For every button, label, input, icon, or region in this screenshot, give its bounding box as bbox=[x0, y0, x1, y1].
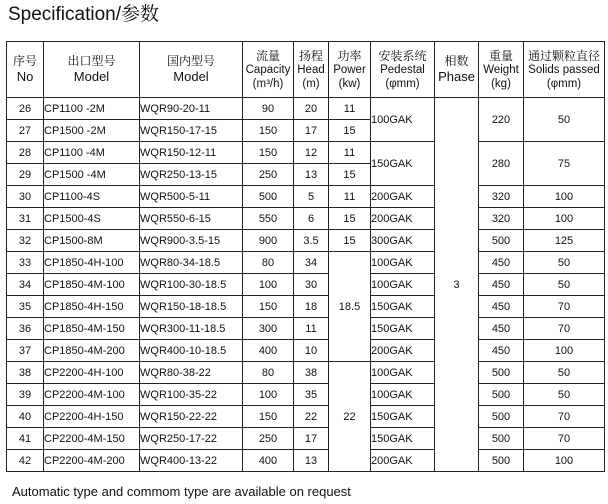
cell-pedestal: 150GAK bbox=[371, 142, 435, 186]
table-row bbox=[7, 142, 605, 164]
cell-no: 37 bbox=[7, 340, 44, 362]
cell-pedestal: 100GAK bbox=[371, 98, 435, 142]
cell-head: 34 bbox=[294, 252, 329, 274]
table-row bbox=[7, 428, 605, 450]
cell-capacity: 500 bbox=[243, 186, 294, 208]
cell-model: CP1500 -2M bbox=[44, 120, 140, 142]
cell-solids: 50 bbox=[524, 362, 605, 384]
cell-capacity: 80 bbox=[243, 252, 294, 274]
cell-weight: 220 bbox=[479, 98, 524, 142]
cell-weight: 450 bbox=[479, 252, 524, 274]
table-row bbox=[7, 230, 605, 252]
table-row bbox=[7, 186, 605, 208]
cell-domestic-model: WQR400-13-22 bbox=[140, 450, 243, 472]
cell-domestic-model: WQR150-17-15 bbox=[140, 120, 243, 142]
header-solids: 通过颗粒直径 Solids passed (φmm) bbox=[524, 42, 605, 98]
cell-model: CP1500-4S bbox=[44, 208, 140, 230]
cell-power: 15 bbox=[329, 120, 371, 142]
cell-solids: 50 bbox=[524, 98, 605, 142]
cell-pedestal: 100GAK bbox=[371, 252, 435, 274]
table-row bbox=[7, 318, 605, 340]
cell-head: 17 bbox=[294, 120, 329, 142]
page-title: Specification/参数 bbox=[8, 4, 160, 25]
cell-domestic-model: WQR250-13-15 bbox=[140, 164, 243, 186]
cell-pedestal: 200GAK bbox=[371, 340, 435, 362]
cell-capacity: 150 bbox=[243, 120, 294, 142]
cell-domestic-model: WQR250-17-22 bbox=[140, 428, 243, 450]
cell-power: 15 bbox=[329, 164, 371, 186]
cell-domestic-model: WQR300-11-18.5 bbox=[140, 318, 243, 340]
cell-no: 29 bbox=[7, 164, 44, 186]
cell-capacity: 300 bbox=[243, 318, 294, 340]
cell-model: CP2200-4H-150 bbox=[44, 406, 140, 428]
cell-pedestal: 100GAK bbox=[371, 274, 435, 296]
cell-model: CP1850-4M-100 bbox=[44, 274, 140, 296]
cell-no: 39 bbox=[7, 384, 44, 406]
header-capacity: 流量 Capacity (m³/h) bbox=[243, 42, 294, 98]
cell-model: CP1850-4M-200 bbox=[44, 340, 140, 362]
cell-pedestal: 150GAK bbox=[371, 318, 435, 340]
table-header-row bbox=[7, 42, 605, 98]
footnote: Automatic type and commom type are available on request bbox=[12, 484, 351, 499]
specification-table bbox=[6, 41, 605, 472]
header-phase: 相数 Phase bbox=[435, 42, 479, 98]
cell-solids: 50 bbox=[524, 274, 605, 296]
header-no: 序号 No bbox=[7, 42, 44, 98]
cell-domestic-model: WQR150-18-18.5 bbox=[140, 296, 243, 318]
header-weight: 重量 Weight (kg) bbox=[479, 42, 524, 98]
cell-domestic-model: WQR80-38-22 bbox=[140, 362, 243, 384]
cell-head: 10 bbox=[294, 340, 329, 362]
cell-weight: 500 bbox=[479, 428, 524, 450]
cell-pedestal: 150GAK bbox=[371, 296, 435, 318]
header-head: 扬程 Head (m) bbox=[294, 42, 329, 98]
cell-pedestal: 100GAK bbox=[371, 362, 435, 384]
cell-head: 13 bbox=[294, 164, 329, 186]
cell-model: CP1500 -4M bbox=[44, 164, 140, 186]
cell-model: CP1500-8M bbox=[44, 230, 140, 252]
cell-domestic-model: WQR550-6-15 bbox=[140, 208, 243, 230]
cell-head: 22 bbox=[294, 406, 329, 428]
cell-domestic-model: WQR100-35-22 bbox=[140, 384, 243, 406]
cell-solids: 100 bbox=[524, 208, 605, 230]
table-row bbox=[7, 274, 605, 296]
cell-domestic-model: WQR500-5-11 bbox=[140, 186, 243, 208]
cell-capacity: 100 bbox=[243, 384, 294, 406]
cell-weight: 500 bbox=[479, 362, 524, 384]
cell-capacity: 250 bbox=[243, 164, 294, 186]
cell-domestic-model: WQR150-12-11 bbox=[140, 142, 243, 164]
cell-domestic-model: WQR100-30-18.5 bbox=[140, 274, 243, 296]
cell-pedestal: 200GAK bbox=[371, 450, 435, 472]
cell-solids: 70 bbox=[524, 318, 605, 340]
cell-capacity: 90 bbox=[243, 98, 294, 120]
cell-capacity: 400 bbox=[243, 450, 294, 472]
cell-domestic-model: WQR400-10-18.5 bbox=[140, 340, 243, 362]
cell-power: 11 bbox=[329, 98, 371, 120]
cell-model: CP2200-4M-150 bbox=[44, 428, 140, 450]
cell-weight: 450 bbox=[479, 296, 524, 318]
cell-capacity: 150 bbox=[243, 406, 294, 428]
cell-model: CP1100-4S bbox=[44, 186, 140, 208]
cell-domestic-model: WQR80-34-18.5 bbox=[140, 252, 243, 274]
header-pedestal: 安装系统 Pedestal (φmm) bbox=[371, 42, 435, 98]
cell-no: 30 bbox=[7, 186, 44, 208]
cell-no: 28 bbox=[7, 142, 44, 164]
cell-head: 17 bbox=[294, 428, 329, 450]
cell-power: 11 bbox=[329, 186, 371, 208]
cell-solids: 50 bbox=[524, 252, 605, 274]
cell-pedestal: 100GAK bbox=[371, 384, 435, 406]
cell-weight: 500 bbox=[479, 230, 524, 252]
cell-no: 34 bbox=[7, 274, 44, 296]
cell-no: 42 bbox=[7, 450, 44, 472]
cell-head: 3.5 bbox=[294, 230, 329, 252]
cell-capacity: 250 bbox=[243, 428, 294, 450]
cell-solids: 75 bbox=[524, 142, 605, 186]
cell-head: 18 bbox=[294, 296, 329, 318]
header-power: 功率 Power (kw) bbox=[329, 42, 371, 98]
cell-weight: 450 bbox=[479, 318, 524, 340]
cell-model: CP1850-4H-100 bbox=[44, 252, 140, 274]
table-row bbox=[7, 362, 605, 384]
cell-no: 31 bbox=[7, 208, 44, 230]
table-row bbox=[7, 296, 605, 318]
cell-head: 11 bbox=[294, 318, 329, 340]
cell-domestic-model: WQR90-20-11 bbox=[140, 98, 243, 120]
cell-no: 27 bbox=[7, 120, 44, 142]
cell-pedestal: 200GAK bbox=[371, 186, 435, 208]
table-row bbox=[7, 208, 605, 230]
cell-power-merged: 22 bbox=[329, 362, 371, 472]
cell-no: 33 bbox=[7, 252, 44, 274]
cell-weight: 500 bbox=[479, 384, 524, 406]
cell-model: CP2200-4H-100 bbox=[44, 362, 140, 384]
cell-solids: 70 bbox=[524, 406, 605, 428]
cell-capacity: 150 bbox=[243, 142, 294, 164]
cell-weight: 500 bbox=[479, 406, 524, 428]
cell-weight: 320 bbox=[479, 186, 524, 208]
cell-weight: 450 bbox=[479, 274, 524, 296]
cell-weight: 280 bbox=[479, 142, 524, 186]
cell-solids: 50 bbox=[524, 384, 605, 406]
cell-pedestal: 150GAK bbox=[371, 406, 435, 428]
cell-solids: 125 bbox=[524, 230, 605, 252]
table-row bbox=[7, 384, 605, 406]
cell-phase: 3 bbox=[435, 98, 479, 472]
table-row bbox=[7, 406, 605, 428]
cell-capacity: 80 bbox=[243, 362, 294, 384]
cell-no: 38 bbox=[7, 362, 44, 384]
cell-capacity: 100 bbox=[243, 274, 294, 296]
cell-no: 40 bbox=[7, 406, 44, 428]
header-model: 出口型号 Model bbox=[44, 42, 140, 98]
cell-head: 12 bbox=[294, 142, 329, 164]
cell-pedestal: 200GAK bbox=[371, 208, 435, 230]
cell-model: CP1100 -4M bbox=[44, 142, 140, 164]
cell-power-merged: 18.5 bbox=[329, 252, 371, 362]
cell-weight: 450 bbox=[479, 340, 524, 362]
cell-no: 35 bbox=[7, 296, 44, 318]
cell-domestic-model: WQR900-3.5-15 bbox=[140, 230, 243, 252]
cell-solids: 70 bbox=[524, 296, 605, 318]
cell-model: CP1100 -2M bbox=[44, 98, 140, 120]
cell-pedestal: 150GAK bbox=[371, 428, 435, 450]
cell-capacity: 550 bbox=[243, 208, 294, 230]
cell-pedestal: 300GAK bbox=[371, 230, 435, 252]
cell-model: CP2200-4M-200 bbox=[44, 450, 140, 472]
cell-model: CP1850-4M-150 bbox=[44, 318, 140, 340]
cell-head: 35 bbox=[294, 384, 329, 406]
header-domestic-model: 国内型号 Model bbox=[140, 42, 243, 98]
cell-solids: 100 bbox=[524, 186, 605, 208]
cell-model: CP2200-4M-100 bbox=[44, 384, 140, 406]
cell-weight: 320 bbox=[479, 208, 524, 230]
table-row bbox=[7, 98, 605, 120]
cell-head: 6 bbox=[294, 208, 329, 230]
cell-head: 5 bbox=[294, 186, 329, 208]
cell-power: 11 bbox=[329, 142, 371, 164]
cell-domestic-model: WQR150-22-22 bbox=[140, 406, 243, 428]
cell-no: 36 bbox=[7, 318, 44, 340]
cell-head: 20 bbox=[294, 98, 329, 120]
cell-head: 38 bbox=[294, 362, 329, 384]
table-row bbox=[7, 340, 605, 362]
cell-capacity: 150 bbox=[243, 296, 294, 318]
cell-power: 15 bbox=[329, 230, 371, 252]
cell-power: 15 bbox=[329, 208, 371, 230]
cell-model: CP1850-4H-150 bbox=[44, 296, 140, 318]
cell-solids: 70 bbox=[524, 428, 605, 450]
cell-no: 26 bbox=[7, 98, 44, 120]
cell-no: 41 bbox=[7, 428, 44, 450]
cell-capacity: 900 bbox=[243, 230, 294, 252]
cell-solids: 100 bbox=[524, 450, 605, 472]
table-row bbox=[7, 252, 605, 274]
cell-capacity: 400 bbox=[243, 340, 294, 362]
cell-head: 30 bbox=[294, 274, 329, 296]
cell-no: 32 bbox=[7, 230, 44, 252]
cell-head: 13 bbox=[294, 450, 329, 472]
cell-solids: 100 bbox=[524, 340, 605, 362]
cell-weight: 500 bbox=[479, 450, 524, 472]
table-row bbox=[7, 450, 605, 472]
